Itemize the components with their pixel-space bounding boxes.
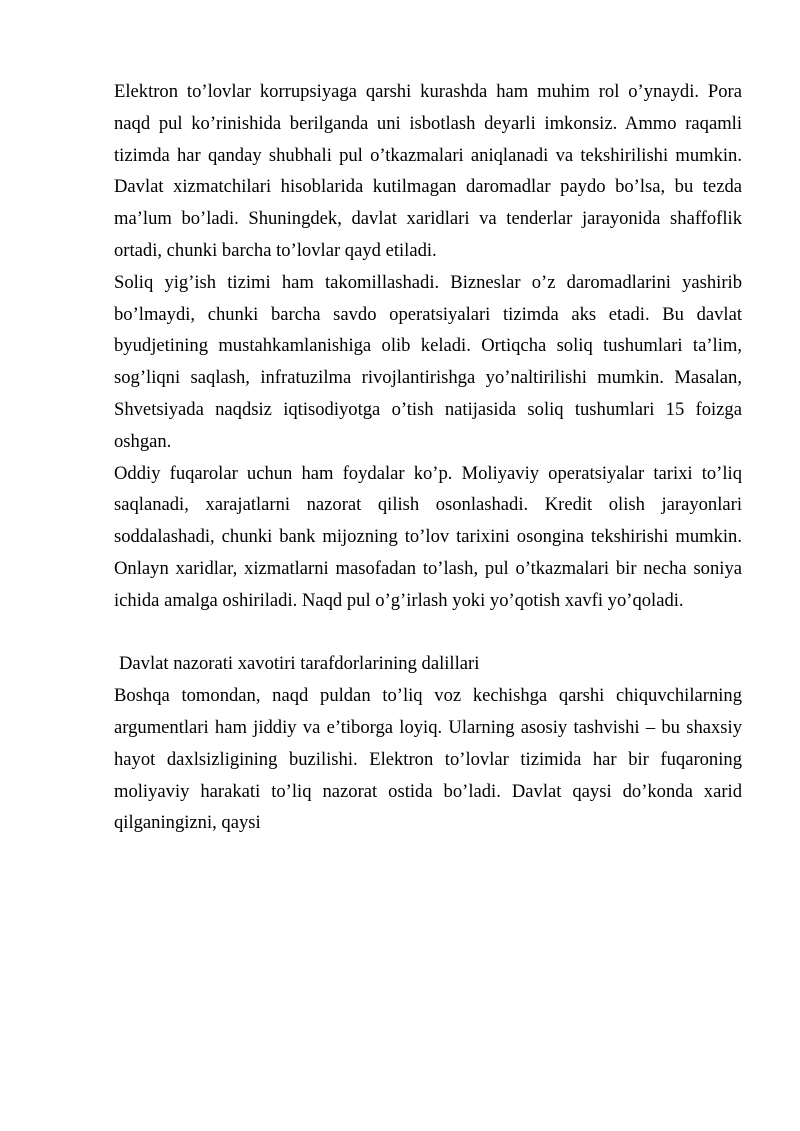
- paragraph-corruption: Elektron to’lovlar korrupsiyaga qarshi kurashda ham muhim rol o’ynaydi. Pora naqd pul ko’rinishida berilganda uni isbotlash deyarli imkonsiz. Ammo raqamli tizimda har qanday shubhali pul o’tkazmalari aniqlanadi va tekshirilishi mumkin. Davlat xizmatchilari hisoblarida kutilmagan daromadlar paydo bo’lsa, bu tezda ma’lum bo’ladi. Shuningdek, davlat xaridlari va tenderlar jarayonida shaffoflik ortadi, chunki barcha to’lovlar qayd etiladi.: [114, 81, 742, 261]
- blank-line: [114, 617, 742, 649]
- paragraph-citizen-benefits: Oddiy fuqarolar uchun ham foydalar ko’p. Moliyaviy operatsiyalar tarixi to’liq saqlanadi, xarajatlarni nazorat qilish osonlashadi. Kredit olish jarayonlari soddalashadi, chunki bank mijozning to’lov tarixini osongina tekshirishi mumkin. Onlayn xaridlar, xizmatlarni masofadan to’lash, pul o’tkazmalari bir necha soniya ichida amalga oshiriladi. Naqd pul o’g’irlash yoki yo’qotish xavfi yo’qoladi.: [114, 462, 742, 611]
- paragraph-opposition-arguments: Boshqa tomondan, naqd puldan to’liq voz kechishga qarshi chiquvchilarning argumentlari ham jiddiy va e’tiborga loyiq. Ularning asosiy tashvishi – bu shaxsiy hayot daxlsizligining buzilishi. Elektron to’lovlar tizimida har bir fuqaroning moliyaviy harakati to’liq nazorat ostida bo’ladi. Davlat qaysi do’konda xarid qilganingizni, qaysi: [114, 685, 742, 834]
- section-heading: Davlat nazorati xavotiri tarafdorlarining dalillari: [119, 653, 480, 675]
- paragraph-tax-collection: Soliq yig’ish tizimi ham takomillashadi. Bizneslar o’z daromadlarini yashirib bo’lmaydi, chunki barcha savdo operatsiyalari tizimda aks etadi. Bu davlat byudjetining mustahkamlanishiga olib keladi. Ortiqcha soliq tushumlari ta’lim, sog’liqni saqlash, infratuzilma rivojlantirishga yo’naltirilishi mumkin. Masalan, Shvetsiyada naqdsiz iqtisodiyotga o’tish natijasida soliq tushumlari 15 foizga oshgan.: [114, 271, 742, 452]
- document-page: [114, 76, 742, 839]
